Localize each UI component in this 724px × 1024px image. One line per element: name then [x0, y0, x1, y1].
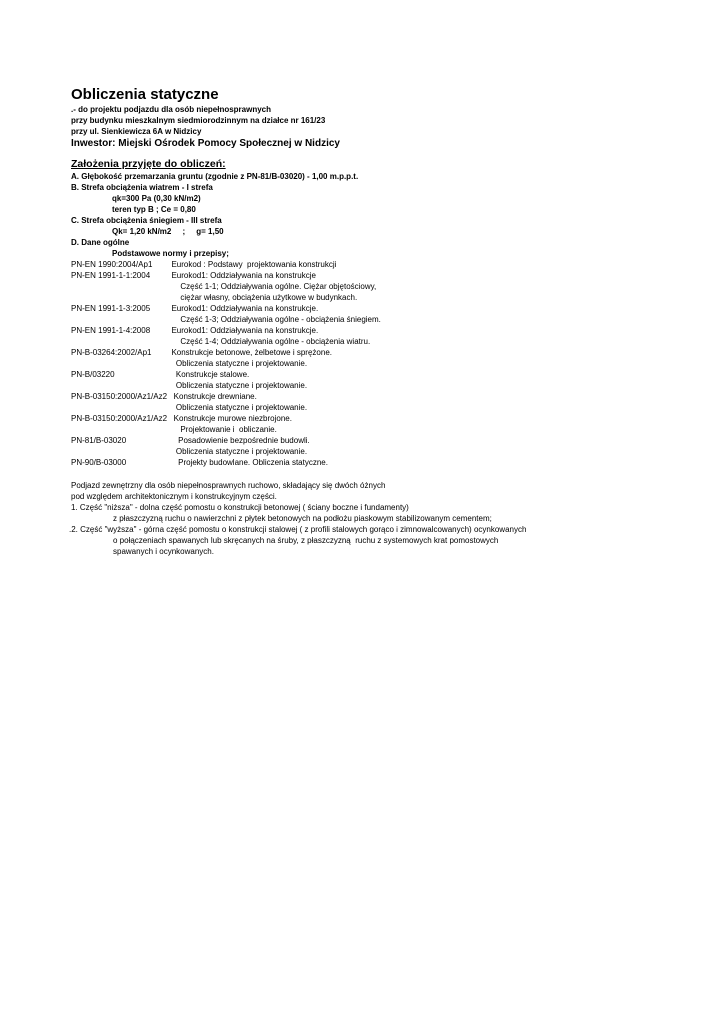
norm-code	[71, 402, 167, 413]
document-page	[71, 86, 691, 557]
norm-desc: Obliczenia statyczne i projektowanie.	[167, 359, 308, 368]
investor-line: Inwestor: Miejski Ośrodek Pomocy Społecznej w Nidzicy	[71, 138, 340, 149]
norm-row	[71, 314, 691, 325]
norm-code: PN-81/B-03020	[71, 436, 127, 445]
norm-desc: Projekty budowlane. Obliczenia statyczne.	[167, 458, 328, 467]
norm-row	[71, 292, 691, 303]
norm-desc: Konstrukcje murowe niezbrojone.	[167, 414, 292, 423]
description-paragraph	[71, 480, 691, 557]
norm-code	[71, 380, 167, 391]
description-item-upper-cont: spawanych i ocynkowanych.	[113, 547, 214, 556]
assumption-b-terrain: teren typ B ; Ce = 0,80	[112, 205, 196, 214]
norm-row	[71, 369, 691, 380]
norm-row	[71, 325, 691, 336]
description-line: Podjazd zewnętrzny dla osób niepełnosprawnych ruchowo, składający się dwóch óżnych	[71, 481, 386, 490]
norm-desc: Obliczenia statyczne i projektowanie.	[167, 403, 308, 412]
description-item-upper: .2. Część "wyższa" - górna część pomostu o konstrukcji stalowej ( z profili stalowych gorąco i zimnowalcowanych) ocynkowanych	[69, 525, 527, 534]
norm-row	[71, 424, 691, 435]
norm-code: PN-EN 1990:2004/Ap1	[71, 260, 153, 269]
norm-row	[71, 446, 691, 457]
norm-code	[71, 336, 167, 347]
norm-row	[71, 380, 691, 391]
norm-desc: Eurokod1: Oddziaływania na konstrukcje.	[167, 304, 319, 313]
norm-code	[71, 314, 167, 325]
norms-heading: Podstawowe normy i przepisy;	[112, 249, 229, 258]
norm-row	[71, 259, 691, 270]
norm-desc: Projektowanie i obliczanie.	[167, 425, 277, 434]
building-line: przy budynku mieszkalnym siedmiorodzinnym na działce nr 161/23	[71, 116, 326, 125]
assumption-c: C. Strefa obciążenia śniegiem - III strefa	[71, 216, 222, 225]
norm-desc: Konstrukcje stalowe.	[167, 370, 250, 379]
norm-code: PN-EN 1991-1-1:2004	[71, 271, 151, 280]
description-item-upper-cont: o połączeniach spawanych lub skręcanych na śruby, z płaszczyzną ruchu z systemowych krat pomostowych	[113, 536, 499, 545]
norm-row	[71, 435, 691, 446]
description-item-lower-cont: z płaszczyzną ruchu o nawierzchni z płytek betonowych na podłożu piaskowym stabilizowanym cementem;	[113, 514, 492, 523]
norm-desc: Eurokod : Podstawy projektowania konstrukcji	[167, 260, 337, 269]
norm-row	[71, 270, 691, 281]
assumption-d: D. Dane ogólne	[71, 238, 130, 247]
assumption-c-qk: Qk= 1,20 kN/m2 ; g= 1,50	[112, 227, 224, 236]
norm-code: PN-B/03220	[71, 370, 115, 379]
norm-row	[71, 281, 691, 292]
norm-code: PN-B-03150:2000/Az1/Az2	[71, 414, 168, 423]
norm-row	[71, 358, 691, 369]
norm-code: PN-EN 1991-1-3:2005	[71, 304, 151, 313]
norm-code: PN-B-03264:2002/Ap1	[71, 348, 152, 357]
project-line: .- do projektu podjazdu dla osób niepełnosprawnych	[71, 105, 272, 114]
norm-code: PN-90/B-03000	[71, 458, 127, 467]
norm-desc: ciężar własny, obciążenia użytkowe w budynkach.	[167, 293, 358, 302]
norm-code	[71, 281, 167, 292]
address-line: przy ul. Sienkiewicza 6A w Nidzicy	[71, 127, 202, 136]
norm-row	[71, 402, 691, 413]
assumption-a: A. Głębokość przemarzania gruntu (zgodnie z PN-81/B-03020) - 1,00 m.p.p.t.	[71, 172, 359, 181]
norm-code: PN-B-03150:2000/Az1/Az2	[71, 392, 168, 401]
description-line: pod względem architektonicznym i konstrukcyjnym części.	[71, 492, 277, 501]
assumptions-heading: Założenia przyjęte do obliczeń:	[71, 158, 226, 170]
norm-code: PN-EN 1991-1-4:2008	[71, 326, 151, 335]
norm-code	[71, 446, 167, 457]
assumption-b-qk: qk=300 Pa (0,30 kN/m2)	[112, 194, 201, 203]
norm-desc: Konstrukcje drewniane.	[167, 392, 257, 401]
norm-code	[71, 358, 167, 369]
norm-desc: Część 1-3; Oddziaływania ogólne - obciążenia śniegiem.	[167, 315, 381, 324]
norms-list	[71, 259, 691, 468]
norm-row	[71, 457, 691, 468]
norm-code	[71, 292, 167, 303]
norm-row	[71, 303, 691, 314]
norm-desc: Eurokod1: Oddziaływania na konstrukcje.	[167, 326, 319, 335]
norm-desc: Obliczenia statyczne i projektowanie.	[167, 447, 308, 456]
norm-desc: Część 1-4; Oddziaływania ogólne - obciążenia wiatru.	[167, 337, 371, 346]
norm-desc: Obliczenia statyczne i projektowanie.	[167, 381, 308, 390]
norm-row	[71, 347, 691, 358]
norm-code	[71, 424, 167, 435]
norm-desc: Eurokod1: Oddziaływania na konstrukcje	[167, 271, 316, 280]
norm-row	[71, 336, 691, 347]
norm-desc: Część 1-1; Oddziaływania ogólne. Ciężar objętościowy,	[167, 282, 377, 291]
norm-desc: Posadowienie bezpośrednie budowli.	[167, 436, 310, 445]
page-title: Obliczenia statyczne	[71, 86, 219, 103]
assumption-b: B. Strefa obciążenia wiatrem - I strefa	[71, 183, 213, 192]
norm-desc: Konstrukcje betonowe, żelbetowe i sprężone.	[167, 348, 332, 357]
description-item-lower: 1. Część "niższa" - dolna część pomostu o konstrukcji betonowej ( ściany boczne i fundamenty)	[71, 503, 409, 512]
norm-row	[71, 391, 691, 402]
norm-row	[71, 413, 691, 424]
